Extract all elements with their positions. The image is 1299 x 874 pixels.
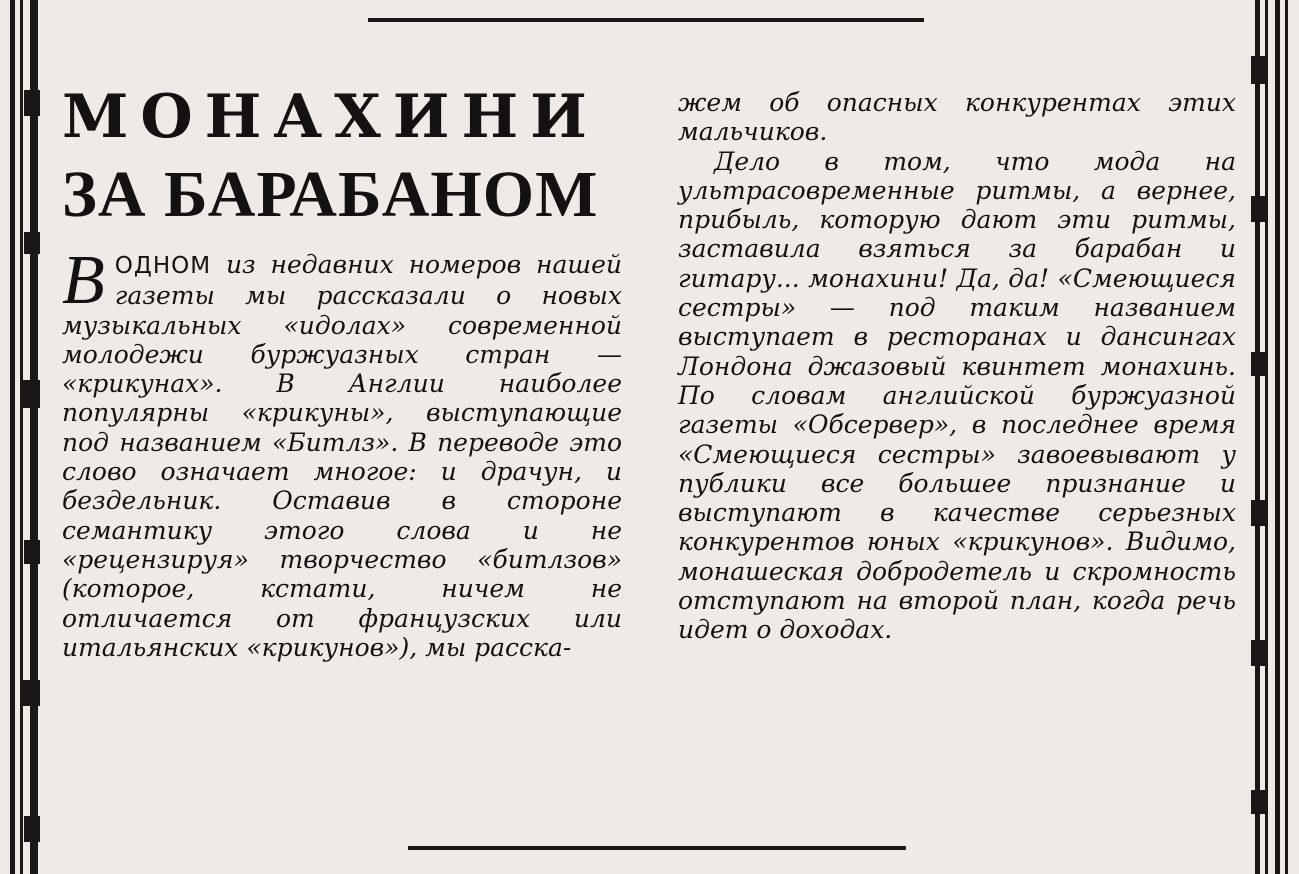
right-column-paragraph-2: Дело в том, что мода на ультрасовременные ритмы, а вернее, прибыль, которую дают эти ритмы, заставила взяться за барабан и гитару... монахини! Да, да! «Смеющиеся сестры» — под таким названием выступает в ресторанах и дансингах Лондона джазовый квинтет монахинь. По словам английской буржуазной газеты «Обсервер», в последнее время «Смеющиеся сестры» завоевывают у публики все большее признание и выступают в качестве серьезных конкурентов юных «крикунов». Видимо, монашеская добродетель и скромность отступают на второй план, когда речь идет о доходах. (678, 146, 1236, 645)
lead-caps: ОДНОМ (114, 253, 212, 279)
left-border-decoration (0, 0, 48, 874)
headline (62, 78, 622, 234)
right-column (678, 88, 1236, 645)
right-column-paragraph-1: жем об опасных конкурентах этих мальчиков. (678, 88, 1236, 147)
drop-cap: В (62, 242, 105, 319)
bottom-rule (408, 846, 906, 850)
left-column (62, 242, 623, 662)
article-lead-paragraph (62, 242, 623, 662)
headline-line-2: ЗА БАРАБАНОМ (62, 158, 599, 231)
right-border-decoration (1251, 0, 1299, 874)
top-rule (368, 18, 924, 22)
headline-line-1: МОНАХИНИ (62, 82, 599, 152)
left-column-text: из недавних номеров нашей газеты мы рассказали о новых музыкальных «идолах» современной молодежи буржуазных стран — «крикунах». В Англии наиболее популярны «крикуны», выступающие под названием «Битлз». В переводе это слово означает многое: и драчун, и бездельник. Оставив в стороне семантику этого слова и не «рецензируя» творчество «битлзов» (которое, кстати, ничем не отличается от французских или итальянских «крикунов»), мы расска- (62, 250, 623, 662)
